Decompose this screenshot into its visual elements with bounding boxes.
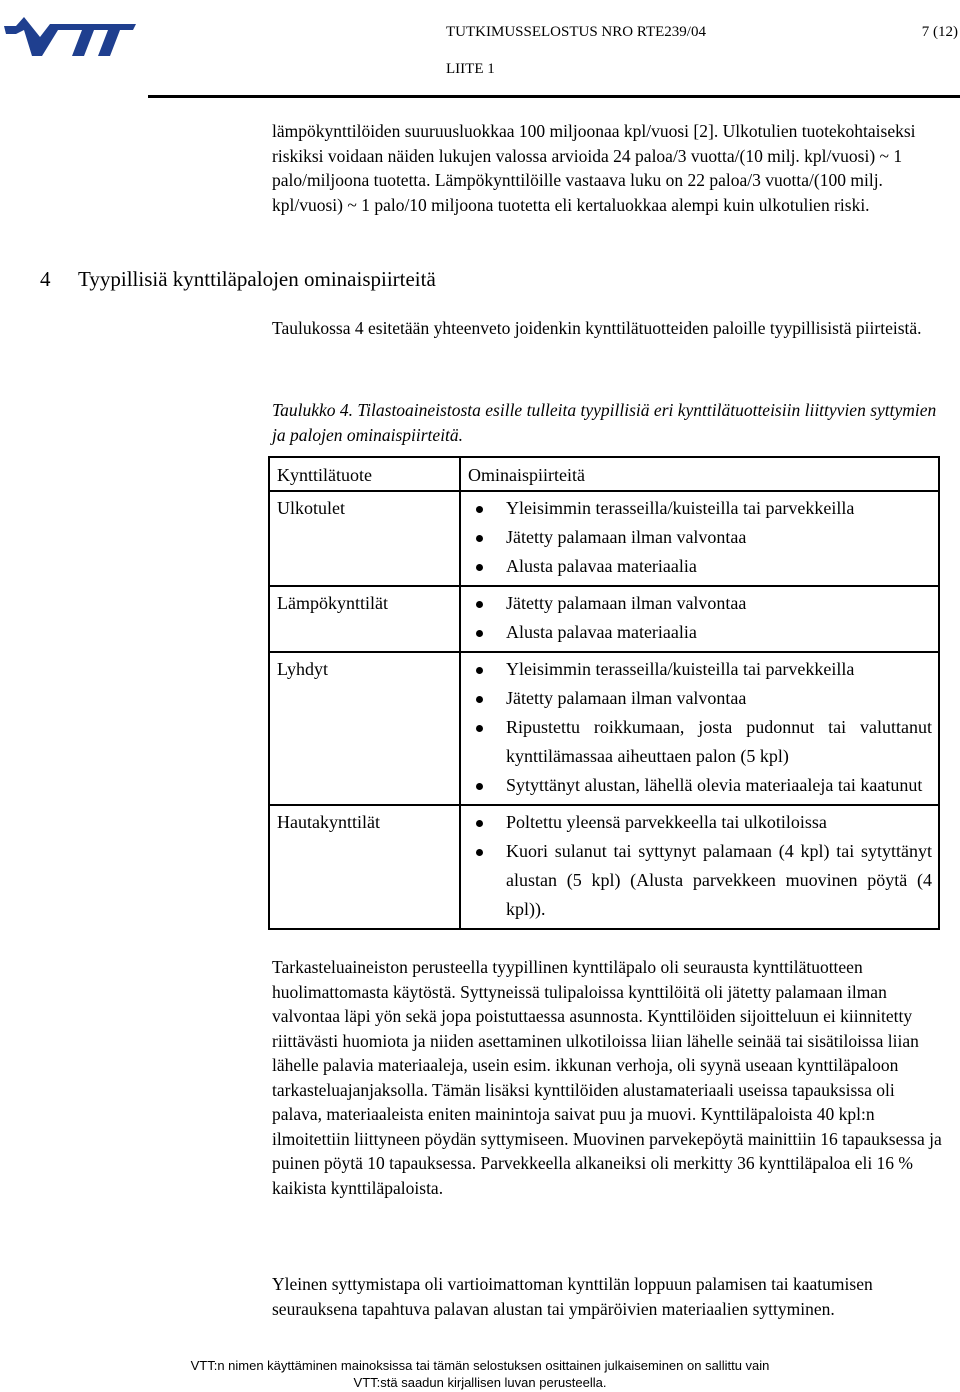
feature-item: Jätetty palamaan ilman valvontaa <box>468 589 932 618</box>
features-table <box>268 456 940 930</box>
page-number: 7 (12) <box>921 24 958 40</box>
ignition-paragraph: Yleinen syttymistapa oli vartioimattoman kynttilän loppuun palamisen tai kaatumisen seurauksena tapahtuva palavan alustan tai ympäröivien materiaalien syttyminen. <box>272 1274 873 1319</box>
product-cell: Ulkotulet <box>269 491 460 586</box>
table-row <box>269 586 939 652</box>
table-caption: Taulukko 4. Tilastoaineistosta esille tulleita tyypillisiä eri kynttilätuotteisiin liittyvien syttymien ja palojen ominaispiirteitä. <box>272 400 937 445</box>
column-header-features: Ominaispiirteitä <box>460 457 939 491</box>
features-cell <box>460 805 939 929</box>
intro-paragraph: lämpökynttilöiden suuruusluokkaa 100 miljoonaa kpl/vuosi [2]. Ulkotulien tuotekohtaiseksi riskiksi voidaan näiden lukujen valossa arvioida 24 paloa/3 vuotta/(10 milj. kpl/vuosi) ~ 1 palo/miljoona tuotetta. Lämpökynttilöille vastaava luku on 22 paloa/3 vuotta/(100 milj. kpl/vuosi) ~ 1 palo/10 miljoona tuotetta eli kertaluokkaa alempi kuin ulkotulien riski. <box>272 121 916 215</box>
feature-item: Kuori sulanut tai syttynyt palamaan (4 kpl) tai sytyttänyt alustan (5 kpl) (Alusta parvekkeen muovinen pöytä (4 kpl)). <box>468 837 932 924</box>
column-header-product: Kynttilätuote <box>269 457 460 491</box>
feature-item: Ripustettu roikkumaan, josta pudonnut tai valuttanut kynttilämassaa aiheuttaen palon (5 kpl) <box>468 713 932 771</box>
feature-list <box>468 589 932 647</box>
features-cell <box>460 491 939 586</box>
header-divider <box>148 95 960 98</box>
table-header-row <box>269 457 939 491</box>
section-number: 4 <box>40 267 51 291</box>
table-row <box>269 805 939 929</box>
features-cell <box>460 652 939 805</box>
feature-list <box>468 655 932 800</box>
feature-item: Jätetty palamaan ilman valvontaa <box>468 684 932 713</box>
section-heading <box>40 266 436 292</box>
footer-line: VTT:n nimen käyttäminen mainoksissa tai tämän selostuksen osittainen julkaiseminen on sallittu vain <box>190 1358 770 1373</box>
product-cell: Lyhdyt <box>269 652 460 805</box>
table-intro-paragraph: Taulukossa 4 esitetään yhteenveto joidenkin kynttilätuotteiden paloille tyypillisistä piirteistä. <box>272 318 922 338</box>
product-cell: Lämpökynttilät <box>269 586 460 652</box>
feature-item: Sytyttänyt alustan, lähellä olevia materiaaleja tai kaatunut <box>468 771 932 800</box>
footer-line: VTT:stä saadun kirjallisen luvan perusteella. <box>353 1375 607 1390</box>
feature-item: Yleisimmin terasseilla/kuisteilla tai parvekkeilla <box>468 494 932 523</box>
feature-item: Yleisimmin terasseilla/kuisteilla tai parvekkeilla <box>468 655 932 684</box>
feature-item: Alusta palavaa materiaalia <box>468 552 932 581</box>
feature-item: Alusta palavaa materiaalia <box>468 618 932 647</box>
vtt-logo <box>2 4 142 60</box>
features-cell <box>460 586 939 652</box>
page-footer <box>0 1357 960 1391</box>
table-row <box>269 652 939 805</box>
feature-list <box>468 808 932 924</box>
product-cell: Hautakynttilät <box>269 805 460 929</box>
attachment-label: LIITE 1 <box>446 61 495 77</box>
feature-list <box>468 494 932 581</box>
report-title: TUTKIMUSSELOSTUS NRO RTE239/04 <box>446 24 706 40</box>
feature-item: Poltettu yleensä parvekkeella tai ulkotiloissa <box>468 808 932 837</box>
feature-item: Jätetty palamaan ilman valvontaa <box>468 523 932 552</box>
table-row <box>269 491 939 586</box>
vtt-logo-text: VTT <box>60 52 62 53</box>
analysis-paragraph: Tarkasteluaineiston perusteella tyypillinen kynttiläpalo oli seurausta kynttilätuotteen huolimattomasta käytöstä. Syttyneissä tulipaloissa kynttilöitä oli jätetty palamaan ilman valvontaa läpi yön sekä jopa poistuttaessa asunnosta. Kynttilöiden sijoitteluun ei kiinnitetty riittävästi huomiota ja niiden asettaminen ulkotiloissa liian lähelle seinää tai sisätiloissa liian lähelle palavia materiaaleja, usein esim. ikkunan verhoja, oli syynä useaan kynttiläpaloon tarkasteluajanjaksolla. Tämän lisäksi kynttilöiden alustamateriaali useissa tapauksissa oli palava, materiaaleista eniten mainintoja saivat puu ja muovi. Kynttiläpaloista 40 kpl:n ilmoitettiin liittyneen pöydän syttymiseen. Muovinen parvekepöytä mainittiin 16 tapauksessa ja puinen pöytä 10 tapauksessa. Parvekkeella alkaneiksi oli merkitty 36 kynttiläpaloa eli 16 % kaikista kynttiläpaloista. <box>272 957 942 1198</box>
section-title: Tyypillisiä kynttiläpalojen ominaispiirteitä <box>78 267 436 291</box>
